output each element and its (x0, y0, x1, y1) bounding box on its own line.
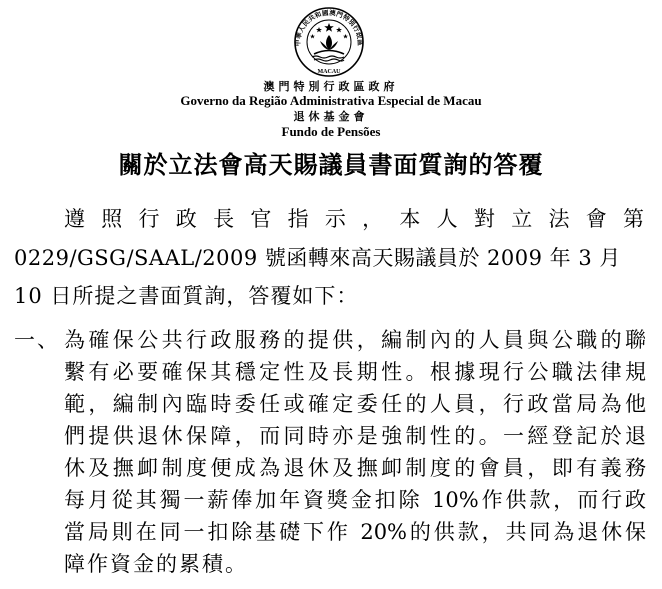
government-name-chinese: 澳門特別行政區政府 (263, 80, 399, 93)
fund-name-portuguese: Fundo de Pensões (281, 124, 381, 139)
item-line-3: 範，編制內臨時委任或確定委任的人員，行政當局為他 (64, 392, 646, 416)
intro-line-3: 10 日所提之書面質詢，答覆如下： (14, 284, 359, 308)
emblem-text-bottom: MACAU (317, 69, 341, 75)
emblem-icon (292, 6, 366, 78)
intro-line-2: 0229/GSG/SAAL/2009 號函轉來高天賜議員於 2009 年 3 月 (14, 246, 621, 270)
macau-emblem (292, 6, 366, 78)
item-marker: 一、 (14, 328, 60, 352)
item-line-5: 休及撫卹制度便成為退休及撫卹制度的會員，即有義務 (64, 456, 646, 480)
item-line-8: 障作資金的累積。 (64, 552, 248, 576)
item-line-2: 繫有必要確保其穩定性及長期性。根據現行公職法律規 (64, 360, 646, 384)
government-name-portuguese: Governo da Região Administrativa Especial de Macau (180, 93, 482, 108)
item-line-6: 每月從其獨一薪俸加年資獎金扣除 10%作供款，而行政 (64, 488, 646, 512)
emblem-text-top: 中華人民共和國澳門特別行政區 (293, 8, 365, 47)
item-paragraph (64, 324, 646, 580)
item-line-7: 當局則在同一扣除基礎下作 20%的供款，共同為退休保 (64, 520, 646, 544)
item-line-1: 為確保公共行政服務的提供，編制內的人員與公職的聯 (64, 328, 646, 352)
fund-name-chinese: 退休基金會 (293, 110, 369, 123)
item-line-4: 們提供退休保障，而同時亦是強制性的。一經登記於退 (64, 424, 646, 448)
intro-line-1: 遵照行政長官指示，本人對立法會第 (64, 207, 644, 231)
document-title: 關於立法會高天賜議員書面質詢的答覆 (118, 150, 544, 179)
